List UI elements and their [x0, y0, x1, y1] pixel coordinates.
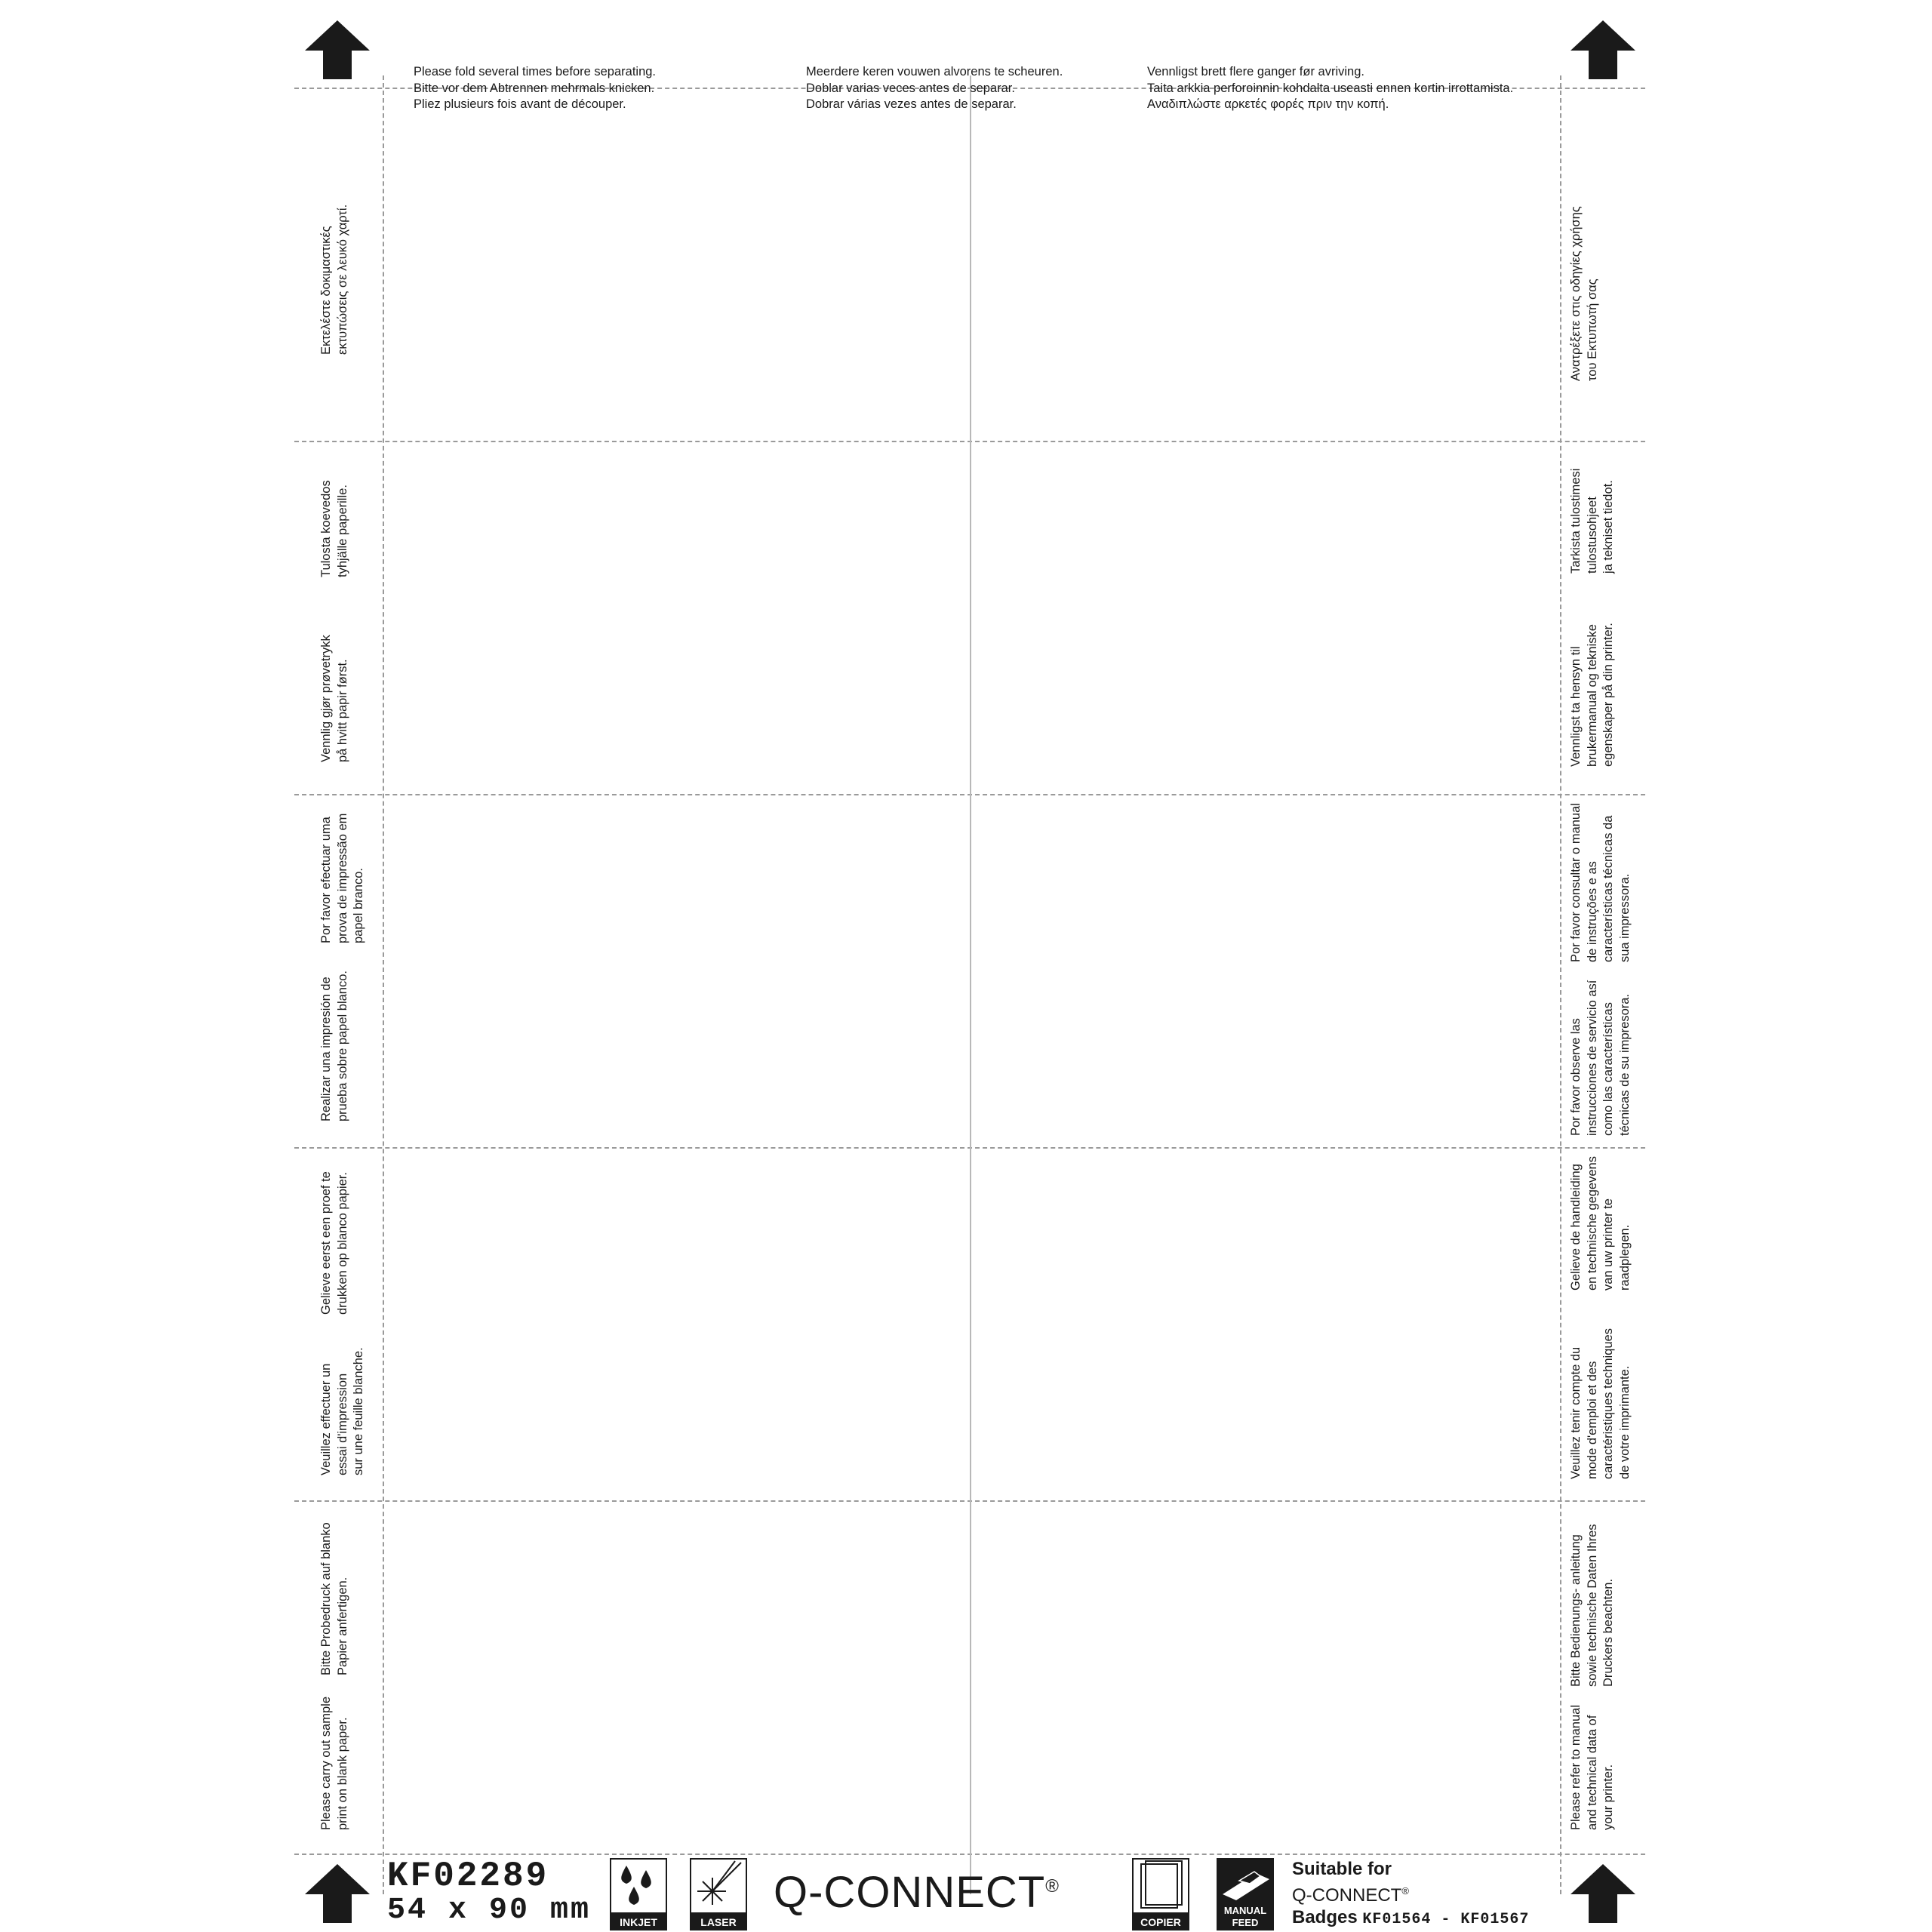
- inkjet-drops-icon: [610, 1858, 667, 1914]
- suitable-title: Suitable for: [1292, 1859, 1392, 1879]
- laser-burst-icon: [690, 1858, 747, 1914]
- arrow-up-icon: [305, 1864, 370, 1923]
- left-note-portuguese: Por favor efectuar uma prova de impressão em papel branco.: [319, 813, 365, 943]
- fold-instructions-2: Meerdere keren vouwen alvorens te scheuren. Doblar varias veces antes de separar. Dobrar várias vezes antes de separar.: [806, 65, 1063, 111]
- right-note-norwegian: Vennligst ta hensyn til brukermanual og tekniske egenskaper på din printer.: [1569, 623, 1615, 767]
- fold-instructions-1: Please fold several times before separating. Bitte vor dem Abtrennen mehrmals knicken. Pliez plusieurs fois avant de découper.: [414, 65, 657, 111]
- manual-feed-hand-icon: [1217, 1858, 1274, 1903]
- suitable-registered-mark: ®: [1401, 1885, 1409, 1897]
- suitable-brand-line: [1292, 1880, 1529, 1906]
- arrow-up-icon: [305, 20, 370, 79]
- laser-label: LASER: [690, 1914, 747, 1930]
- left-note-greek: Εκτελέστε δοκιμαστικές εκτυπώσεις σε λευκό χαρτί.: [319, 204, 349, 355]
- inkjet-badge: [610, 1858, 667, 1930]
- left-note-dutch: Gelieve eerst een proef te drukken op blanco papier.: [319, 1171, 349, 1315]
- arrow-up-icon: [1571, 1864, 1635, 1923]
- left-note-english: Please carry out sample print on blank paper.: [319, 1697, 349, 1830]
- right-note-dutch: Gelieve de handleiding en technische gegevens van uw printer te raadplegen.: [1569, 1156, 1632, 1291]
- copier-label: COPIER: [1132, 1914, 1189, 1930]
- left-note-french: Veuillez effectuer un essai d'impression sur une feuille blanche.: [319, 1347, 365, 1475]
- product-code: KF02289: [387, 1857, 549, 1896]
- right-note-french: Veuillez tenir compte du mode d'emploi et des caractéristiques techniques de votre imprimante.: [1569, 1328, 1632, 1479]
- arrow-up-icon: [1571, 20, 1635, 79]
- inkjet-label: INKJET: [610, 1914, 667, 1930]
- suitable-for-block: [1292, 1858, 1529, 1930]
- right-note-portuguese: Por favor consultar o manual de instruções e as características técnicas da sua impressora.: [1569, 803, 1632, 962]
- copier-pages-icon: [1132, 1858, 1189, 1914]
- fold-instructions-3: Vennligst brett flere ganger før avriving. Taita arkkia perforoinnin kohdalta useasti ennen kortin irrottamista. Αναδιπλώστε αρκετές φορές πριν την κοπή.: [1147, 65, 1514, 111]
- perforation-col-right: [1560, 75, 1561, 1894]
- left-note-german: Bitte Probedruck auf blanko Papier anfertigen.: [319, 1522, 349, 1675]
- right-note-german: Bitte Bedienungs- anleitung sowie technische Daten Ihres Druckers beachten.: [1569, 1524, 1615, 1687]
- laser-badge: [690, 1858, 747, 1930]
- brand-registered-mark: ®: [1045, 1876, 1060, 1897]
- right-note-finnish: Tarkista tulostimesi tulostusohjeet ja tekniset tiedot.: [1569, 468, 1615, 574]
- brand-name: Q-CONNECT: [774, 1868, 1046, 1917]
- brand-logo: [774, 1870, 1060, 1915]
- right-note-greek: Ανατρέξετε στις οδηγίες χρήσης του Εκτυπωτή σας: [1569, 206, 1599, 381]
- right-note-spanish: Por favor observe las instrucciones de servicio así como las características técnicas de su impresora.: [1569, 980, 1632, 1136]
- manual-feed-label: MANUAL FEED: [1217, 1903, 1274, 1930]
- right-note-english: Please refer to manual and technical data of your printer.: [1569, 1704, 1615, 1830]
- suitable-brand: Q-CONNECT: [1292, 1885, 1402, 1906]
- left-note-norwegian: Vennlig gjør prøvetrykk på hvitt papir først.: [319, 635, 349, 762]
- perforation-col-center: [970, 75, 971, 1894]
- badges-line: [1292, 1906, 1529, 1930]
- badges-label: Badges: [1292, 1907, 1358, 1927]
- perforation-col-left: [383, 75, 384, 1894]
- copier-badge: [1132, 1858, 1189, 1930]
- product-dimensions: 54 x 90 mm: [387, 1894, 592, 1927]
- manual-feed-badge: [1217, 1858, 1274, 1930]
- badges-range: KF01564 - KF01567: [1362, 1911, 1530, 1928]
- left-note-finnish: Tulosta koevedos tyhjälle paperille.: [319, 480, 349, 577]
- left-note-spanish: Realizar una impresión de prueba sobre papel blanco.: [319, 971, 349, 1121]
